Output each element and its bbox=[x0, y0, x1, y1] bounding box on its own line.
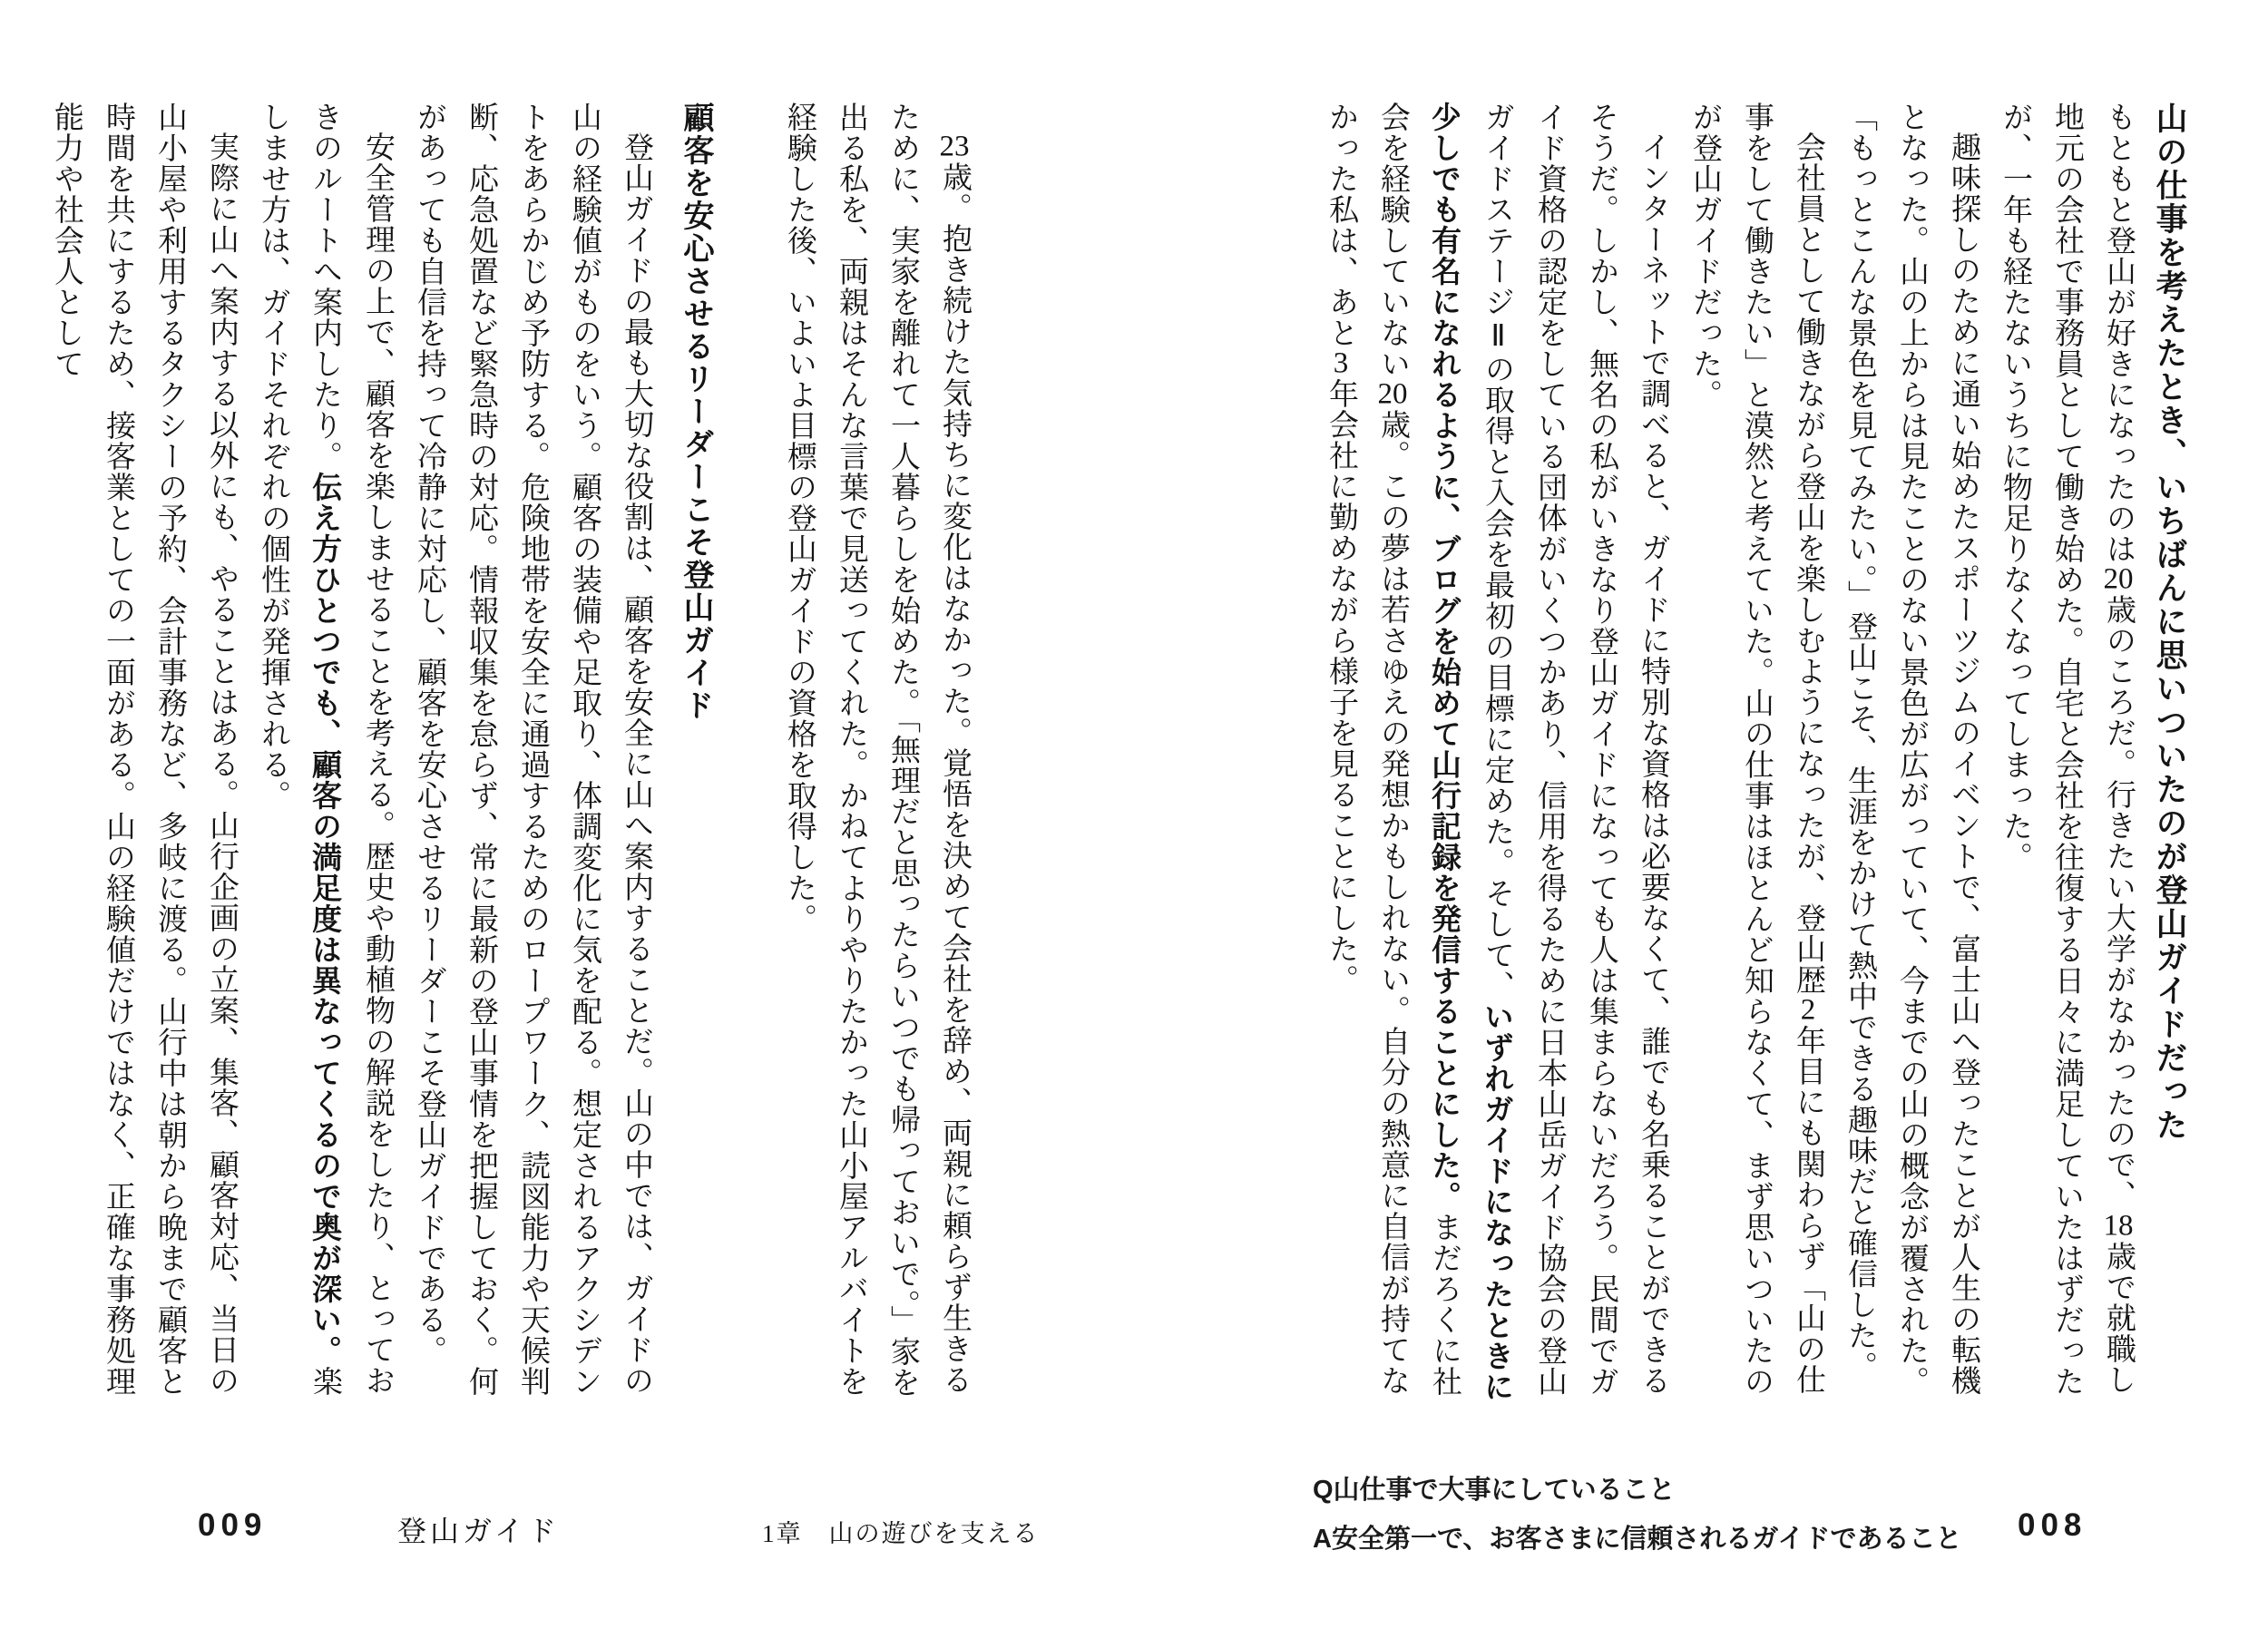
body-paragraph bbox=[773, 102, 980, 1408]
page-number-right: 008 bbox=[2018, 1507, 2087, 1543]
body-paragraph bbox=[1315, 102, 1678, 1408]
article-left bbox=[50, 102, 980, 1408]
text-run: 登山ガイドの最も大切な役割は、顧客を安全に山へ案内することだ。山の中では、ガイドの山の経験値がものをいう。顧客の装備や足取り、体調変化に気を配る。想定されるアクシデントをあらかじめ予防する。危険地帯を安全に通過するためのロープワーク、読図能力や天候判断、応急処置など緊急時の対応。情報収集を怠らず、常に最新の登山事情を把握しておく。何があっても自信を持って冷静に対応し、顧客を安心させるリーダーこそ登山ガイドである。 bbox=[413, 102, 652, 1397]
article-right bbox=[1316, 102, 2195, 1408]
article-heading: 山の仕事を考えたとき、いちばんに思いついたのが登山ガイドだった bbox=[2152, 102, 2187, 1142]
emphasis-bold-run: 伝え方ひとつでも、顧客の満足度は異なってくるので奥が深い。 bbox=[308, 472, 342, 1366]
text-run: 会社員として働きながら登山を楽しむようになったが、登山歴2年目にも関わらず「山の仕事をして働きたい」と漠然と考えていた。山の仕事はほとんど知らなくて、まず思いついたのが登山ガイドだった。 bbox=[1688, 102, 1824, 1397]
text-run: まだろくに社会を経験していない20歳。この夢は若さゆえの発想かもしれない。自分の熱意に自信が持てなかった私は、あと3年会社に勤めながら様子を見ることにした。 bbox=[1325, 102, 1461, 1397]
tcy-numeral: 2 bbox=[1800, 995, 1816, 1025]
text-run: 実際に山へ案内する以外にも、やることはある。山行企画の立案、集客、顧客対応、当日の山小屋や利用するタクシーの予約、会計事務など、多岐に渡る。山行中は朝から晩まで顧客と時間を共にするため、接客業としての一面がある。山の経験値だけではなく、正確な事務処理能力や社会人として bbox=[50, 102, 238, 1397]
text-run: 23歳。抱き続けた気持ちに変化はなかった。覚悟を決めて会社を辞め、両親に頼らず生きるために、実家を離れて一人暮らしを始めた。「無理だと思ったらいつでも帰っておいで。」家を出る私を、両親はそんな言葉で見送ってくれた。かねてよりやりたかった山小屋アルバイトを経験した後、いよいよ目標の登山ガイドの資格を取得した。 bbox=[783, 102, 971, 1398]
body-paragraph bbox=[1678, 102, 1833, 1408]
text-run: 楽しませ方は、ガイドそれぞれの個性が発揮される。 bbox=[257, 102, 341, 1397]
tcy-numeral: 3 bbox=[1333, 348, 1349, 378]
body-paragraph bbox=[403, 102, 661, 1408]
body-paragraph bbox=[1833, 102, 1989, 1408]
emphasis-bold-run: いずれガイドになったときに少しでも有名になれるように、ブログを始めて山行記録を発信することにした。 bbox=[1428, 102, 1514, 1402]
text-run: 趣味探しのために通い始めたスポーツジムのイベントで、富士山へ登ったことが人生の転機となった。山の上からは見たことのない景色が広がっていて、今までの山の概念が覆された。「もっとこんな景色を見てみたい。」登山こそ、生涯をかけて熱中できる趣味だと確信した。 bbox=[1843, 102, 1980, 1397]
footer-answer: A安全第一で、お客さまに信頼されるガイドであること bbox=[1313, 1525, 1962, 1554]
text-run: インターネットで調べると、ガイドに特別な資格は必要なくて、誰でも名乗ることができるそうだ。しかし、無名の私がいきなり登山ガイドになっても人は集まらないだろう。民間でガイド資格の認定をしている団体がいくつかあり、信用を得るために日本山岳ガイド協会の登山ガイドステージⅡの取得と入会を最初の目標に定めた。そして、 bbox=[1481, 102, 1669, 1397]
footer-question: Q山仕事で大事にしていること bbox=[1313, 1476, 1676, 1505]
body-paragraph bbox=[1989, 102, 2144, 1408]
text-run: 安全管理の上で、顧客を楽しませることを考える。歴史や動植物の解説をしたり、とっておきのルートへ案内したり。 bbox=[308, 102, 394, 1396]
body-paragraph bbox=[40, 102, 247, 1408]
tcy-numeral: 23 bbox=[939, 132, 970, 161]
body-paragraph bbox=[247, 102, 403, 1408]
page-number-left: 009 bbox=[198, 1507, 268, 1543]
running-title: 登山ガイド bbox=[397, 1515, 561, 1547]
text-run: もともと登山が好きになったのは20歳のころだ。行きたい大学がなかったので、18歳で就職し地元の会社で事務員として働き始めた。自宅と会社を往復する日々に満足していたはずだったが、一年も経たないうちに物足りなくなってしまった。 bbox=[1999, 102, 2135, 1397]
page-008 bbox=[1134, 0, 2268, 1648]
section-subheading: 顧客を安心させるリーダーこそ登山ガイド bbox=[679, 102, 713, 722]
tcy-numeral: 20 bbox=[2103, 564, 2134, 594]
tcy-numeral: 20 bbox=[1377, 379, 1408, 409]
running-chapter: 1章 山の遊びを支える bbox=[762, 1520, 1040, 1547]
tcy-numeral: 18 bbox=[2103, 1211, 2134, 1241]
